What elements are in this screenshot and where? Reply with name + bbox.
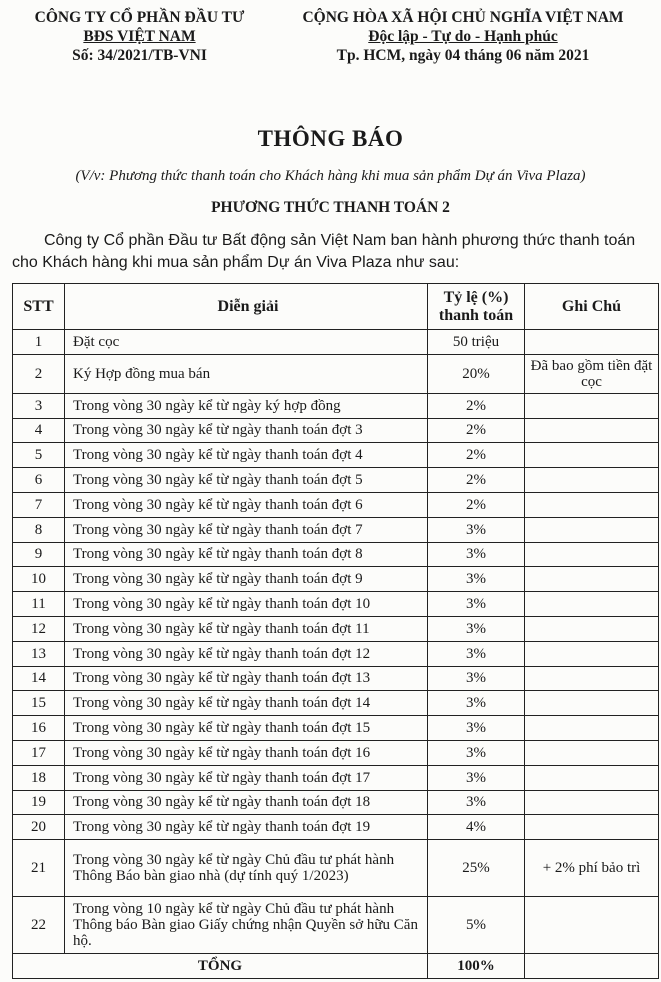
total-rate: 100% bbox=[428, 954, 525, 979]
table-row bbox=[13, 616, 659, 641]
row-description: Trong vòng 30 ngày kể từ ngày thanh toán đợt 18 bbox=[65, 790, 428, 815]
table-row bbox=[13, 666, 659, 691]
row-stt: 1 bbox=[13, 330, 65, 355]
row-description: Trong vòng 30 ngày kể từ ngày thanh toán đợt 7 bbox=[65, 517, 428, 542]
row-description: Trong vòng 30 ngày kể từ ngày thanh toán đợt 5 bbox=[65, 468, 428, 493]
company-name-line2: BĐS VIỆT NAM bbox=[83, 28, 196, 45]
table-row bbox=[13, 716, 659, 741]
row-note bbox=[525, 897, 659, 954]
row-note bbox=[525, 592, 659, 617]
row-rate: 50 triệu bbox=[428, 330, 525, 355]
row-note bbox=[525, 616, 659, 641]
header-note: Ghi Chú bbox=[525, 284, 659, 330]
row-stt: 9 bbox=[13, 542, 65, 567]
page-subtitle: (V/v: Phương thức thanh toán cho Khách hàng khi mua sản phẩm Dự án Viva Plaza) bbox=[75, 168, 586, 184]
row-stt: 19 bbox=[13, 790, 65, 815]
row-rate: 2% bbox=[428, 468, 525, 493]
table-row bbox=[13, 567, 659, 592]
row-rate: 2% bbox=[428, 492, 525, 517]
row-stt: 15 bbox=[13, 691, 65, 716]
nation-name: CỘNG HÒA XÃ HỘI CHỦ NGHĨA VIỆT NAM bbox=[302, 9, 624, 26]
row-stt: 6 bbox=[13, 468, 65, 493]
page-title: THÔNG BÁO bbox=[257, 126, 404, 151]
row-rate: 3% bbox=[428, 542, 525, 567]
row-rate: 3% bbox=[428, 641, 525, 666]
row-stt: 12 bbox=[13, 616, 65, 641]
row-description: Trong vòng 30 ngày kể từ ngày thanh toán đợt 11 bbox=[65, 616, 428, 641]
row-description: Trong vòng 30 ngày kể từ ngày thanh toán đợt 6 bbox=[65, 492, 428, 517]
table-row bbox=[13, 740, 659, 765]
row-stt: 16 bbox=[13, 716, 65, 741]
nation-motto: Độc lập - Tự do - Hạnh phúc bbox=[368, 28, 558, 45]
row-note bbox=[525, 765, 659, 790]
row-rate: 3% bbox=[428, 517, 525, 542]
intro-paragraph: Công ty Cổ phần Đầu tư Bất động sản Việt Nam ban hành phương thức thanh toán cho Khách hàng khi mua sản phẩm Dự án Viva Plaza như sau: bbox=[12, 232, 636, 271]
header-stt: STT bbox=[13, 284, 65, 330]
header-rate-line2: thanh toán bbox=[438, 306, 514, 324]
table-header-row bbox=[13, 284, 659, 330]
table-row bbox=[13, 790, 659, 815]
table-row bbox=[13, 641, 659, 666]
row-stt: 21 bbox=[13, 840, 65, 897]
table-row bbox=[13, 492, 659, 517]
row-stt: 20 bbox=[13, 815, 65, 840]
row-description: Trong vòng 30 ngày kể từ ngày thanh toán đợt 12 bbox=[65, 641, 428, 666]
row-stt: 11 bbox=[13, 592, 65, 617]
row-rate: 3% bbox=[428, 691, 525, 716]
row-stt: 8 bbox=[13, 517, 65, 542]
total-row bbox=[13, 954, 659, 979]
nation-header bbox=[268, 8, 658, 65]
header-rate bbox=[428, 284, 525, 330]
table-row bbox=[13, 393, 659, 418]
row-rate: 5% bbox=[428, 897, 525, 954]
row-stt: 2 bbox=[13, 354, 65, 393]
row-note bbox=[525, 790, 659, 815]
table-row bbox=[13, 354, 659, 393]
row-note: Đã bao gồm tiền đặt cọc bbox=[525, 354, 659, 393]
row-note bbox=[525, 542, 659, 567]
row-stt: 10 bbox=[13, 567, 65, 592]
header-description: Diễn giải bbox=[65, 284, 428, 330]
row-description: Trong vòng 30 ngày kể từ ngày thanh toán đợt 19 bbox=[65, 815, 428, 840]
row-rate: 20% bbox=[428, 354, 525, 393]
row-description: Trong vòng 30 ngày kể từ ngày thanh toán đợt 17 bbox=[65, 765, 428, 790]
table-row bbox=[13, 330, 659, 355]
table-row bbox=[13, 592, 659, 617]
row-description: Trong vòng 30 ngày kể từ ngày thanh toán đợt 15 bbox=[65, 716, 428, 741]
row-description: Trong vòng 30 ngày kể từ ngày thanh toán đợt 13 bbox=[65, 666, 428, 691]
row-stt: 13 bbox=[13, 641, 65, 666]
row-stt: 5 bbox=[13, 443, 65, 468]
row-note bbox=[525, 716, 659, 741]
row-stt: 3 bbox=[13, 393, 65, 418]
total-note bbox=[525, 954, 659, 979]
row-rate: 2% bbox=[428, 418, 525, 443]
total-label: TỔNG bbox=[13, 954, 428, 979]
table-row bbox=[13, 691, 659, 716]
table-row bbox=[13, 418, 659, 443]
row-description: Trong vòng 30 ngày kể từ ngày thanh toán đợt 4 bbox=[65, 443, 428, 468]
row-note bbox=[525, 567, 659, 592]
document-number: Số: 34/2021/TB-VNI bbox=[72, 47, 207, 64]
row-note bbox=[525, 740, 659, 765]
row-description: Trong vòng 30 ngày kể từ ngày Chủ đầu tư phát hành Thông Báo bàn giao nhà (dự tính quý 1/2023) bbox=[65, 840, 428, 897]
row-description: Trong vòng 30 ngày kể từ ngày thanh toán đợt 16 bbox=[65, 740, 428, 765]
row-rate: 3% bbox=[428, 616, 525, 641]
row-stt: 22 bbox=[13, 897, 65, 954]
row-stt: 18 bbox=[13, 765, 65, 790]
table-row bbox=[13, 542, 659, 567]
row-description: Trong vòng 30 ngày kể từ ngày thanh toán đợt 9 bbox=[65, 567, 428, 592]
row-note bbox=[525, 492, 659, 517]
row-note bbox=[525, 468, 659, 493]
row-note bbox=[525, 815, 659, 840]
row-note bbox=[525, 641, 659, 666]
row-rate: 4% bbox=[428, 815, 525, 840]
row-description: Đặt cọc bbox=[65, 330, 428, 355]
row-description: Trong vòng 30 ngày kể từ ngày thanh toán đợt 8 bbox=[65, 542, 428, 567]
row-rate: 2% bbox=[428, 443, 525, 468]
table-row bbox=[13, 897, 659, 954]
row-note bbox=[525, 443, 659, 468]
row-note bbox=[525, 418, 659, 443]
table-row bbox=[13, 815, 659, 840]
row-description: Trong vòng 30 ngày kể từ ngày thanh toán đợt 3 bbox=[65, 418, 428, 443]
row-note bbox=[525, 691, 659, 716]
row-rate: 2% bbox=[428, 393, 525, 418]
row-note bbox=[525, 666, 659, 691]
row-description: Trong vòng 10 ngày kể từ ngày Chủ đầu tư phát hành Thông báo Bàn giao Giấy chứng nhận Quyền sở hữu Căn hộ. bbox=[65, 897, 428, 954]
table-row bbox=[13, 840, 659, 897]
row-rate: 3% bbox=[428, 567, 525, 592]
table-row bbox=[13, 517, 659, 542]
row-rate: 3% bbox=[428, 592, 525, 617]
place-date: Tp. HCM, ngày 04 tháng 06 năm 2021 bbox=[336, 47, 590, 64]
row-note bbox=[525, 393, 659, 418]
row-stt: 4 bbox=[13, 418, 65, 443]
row-description: Ký Hợp đồng mua bán bbox=[65, 354, 428, 393]
header-rate-line1: Tỷ lệ (%) bbox=[443, 288, 509, 306]
company-header bbox=[12, 8, 267, 65]
row-description: Trong vòng 30 ngày kể từ ngày thanh toán đợt 14 bbox=[65, 691, 428, 716]
table-row bbox=[13, 468, 659, 493]
method-title: PHƯƠNG THỨC THANH TOÁN 2 bbox=[211, 199, 450, 216]
row-rate: 3% bbox=[428, 666, 525, 691]
row-description: Trong vòng 30 ngày kể từ ngày ký hợp đồng bbox=[65, 393, 428, 418]
row-rate: 3% bbox=[428, 790, 525, 815]
row-note bbox=[525, 330, 659, 355]
table-row bbox=[13, 443, 659, 468]
row-rate: 3% bbox=[428, 716, 525, 741]
row-note bbox=[525, 517, 659, 542]
row-note: + 2% phí bảo trì bbox=[525, 840, 659, 897]
company-name-line1: CÔNG TY CỔ PHẦN ĐẦU TƯ bbox=[34, 9, 245, 26]
row-stt: 14 bbox=[13, 666, 65, 691]
row-stt: 17 bbox=[13, 740, 65, 765]
row-stt: 7 bbox=[13, 492, 65, 517]
payment-schedule-table bbox=[12, 283, 659, 979]
table-row bbox=[13, 765, 659, 790]
row-rate: 25% bbox=[428, 840, 525, 897]
row-description: Trong vòng 30 ngày kể từ ngày thanh toán đợt 10 bbox=[65, 592, 428, 617]
row-rate: 3% bbox=[428, 765, 525, 790]
row-rate: 3% bbox=[428, 740, 525, 765]
